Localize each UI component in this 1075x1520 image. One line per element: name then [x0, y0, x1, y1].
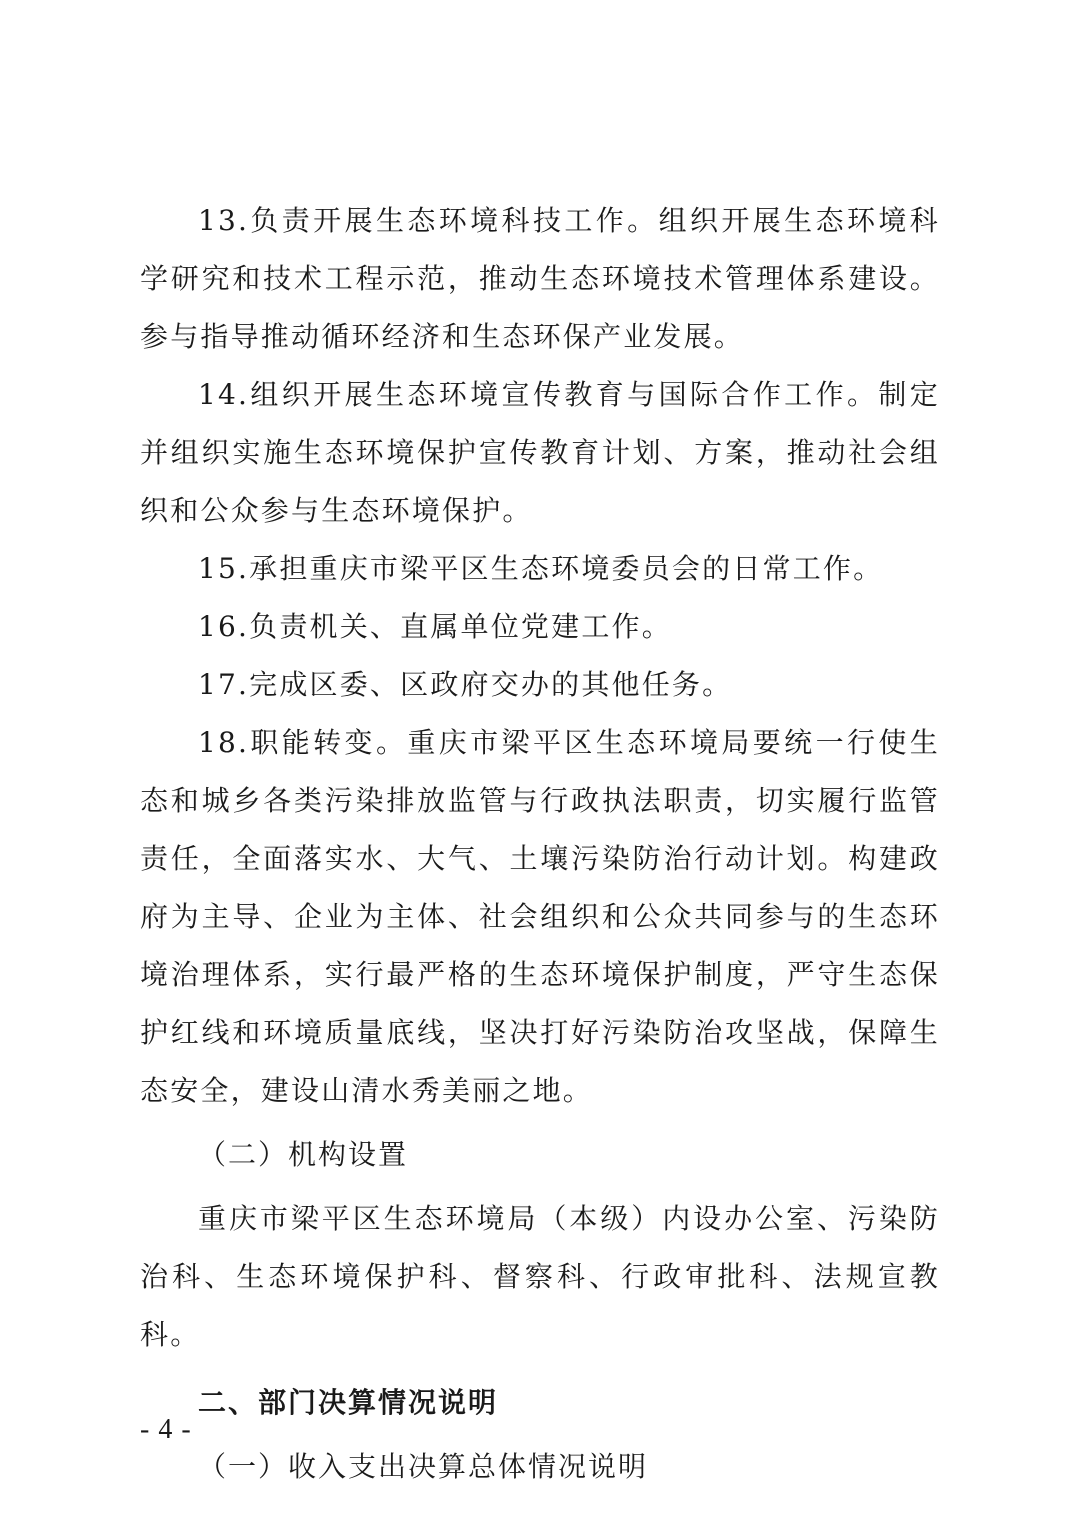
- section-heading-org: （二）机构设置: [198, 1138, 409, 1171]
- paragraph-item-16: 16.负责机关、直属单位党建工作。: [198, 610, 672, 643]
- page-number: - 4 -: [140, 1414, 192, 1445]
- section-heading-two: 二、部门决算情况说明: [198, 1386, 499, 1419]
- document-body: [140, 192, 940, 1496]
- paragraph-item-15: 15.承担重庆市梁平区生态环境委员会的日常工作。: [198, 552, 884, 585]
- org-structure-paragraph: 重庆市梁平区生态环境局（本级）内设办公室、污染防治科、生态环境保护科、督察科、行政审批科、法规宣教科。: [140, 1202, 940, 1351]
- paragraph-item-13: 13.负责开展生态环境科技工作。组织开展生态环境科学研究和技术工程示范，推动生态环境技术管理体系建设。参与指导推动循环经济和生态环保产业发展。: [140, 204, 940, 353]
- paragraph-item-17: 17.完成区委、区政府交办的其他任务。: [198, 668, 733, 701]
- paragraph-item-18: 18.职能转变。重庆市梁平区生态环境局要统一行使生态和城乡各类污染排放监管与行政执法职责，切实履行监管责任，全面落实水、大气、土壤污染防治行动计划。构建政府为主导、企业为主体、社会组织和公众共同参与的生态环境治理体系，实行最严格的生态环境保护制度，严守生态保护红线和环境质量底线，坚决打好污染防治攻坚战，保障生态安全，建设山清水秀美丽之地。: [140, 726, 940, 1107]
- paragraph-item-14: 14.组织开展生态环境宣传教育与国际合作工作。制定并组织实施生态环境保护宣传教育计划、方案，推动社会组织和公众参与生态环境保护。: [140, 378, 940, 527]
- subsection-heading-income: （一）收入支出决算总体情况说明: [198, 1450, 649, 1483]
